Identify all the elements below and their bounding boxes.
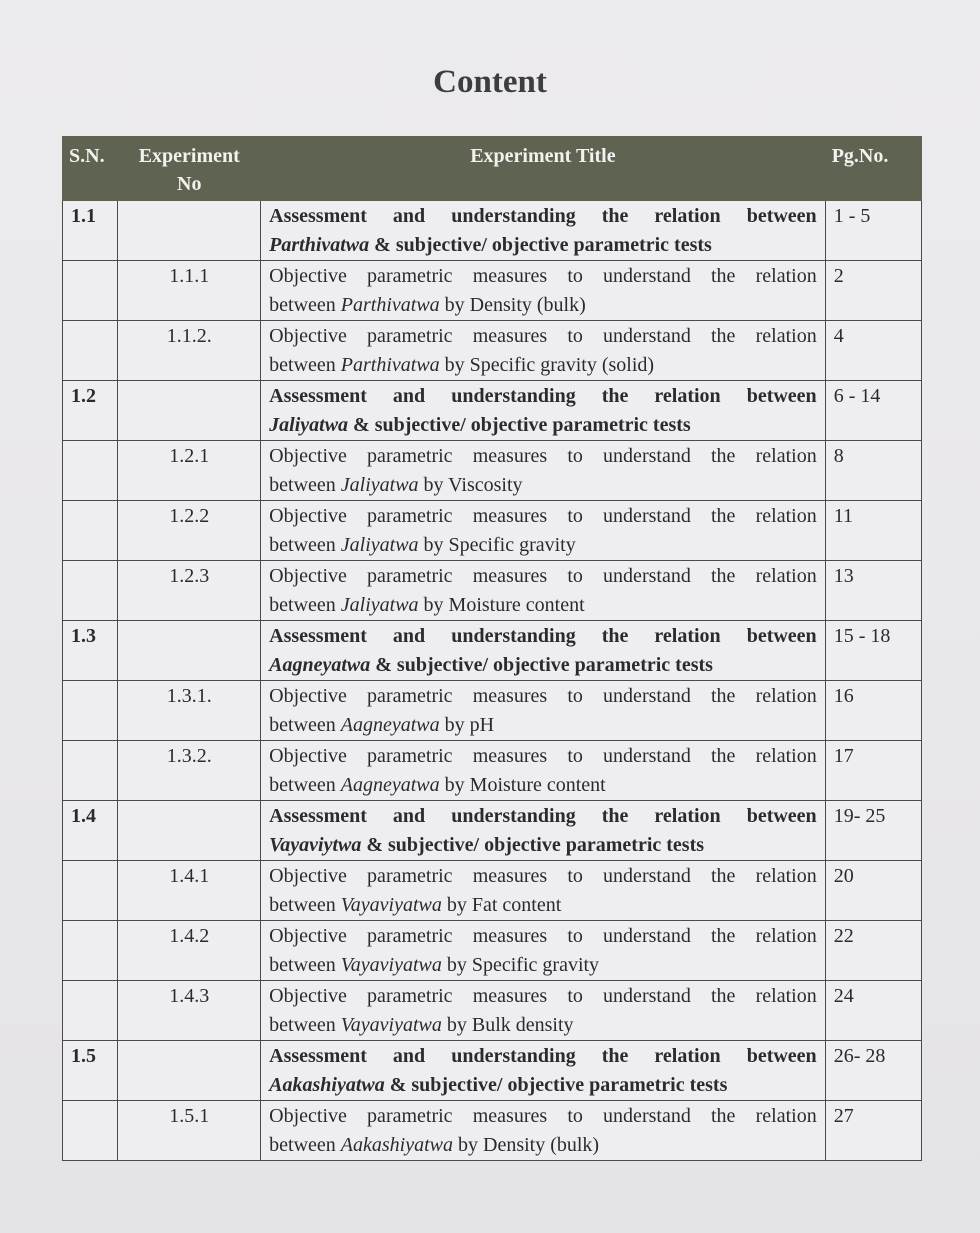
title-line-2 — [269, 951, 817, 980]
title-line-1: Assessment and understanding the relation between — [269, 385, 817, 407]
cell-experiment-title — [261, 201, 826, 261]
title-line-2 — [269, 1131, 817, 1160]
tattva-term: Vayaviytwa — [269, 834, 362, 856]
cell-experiment-title — [261, 921, 826, 981]
cell-experiment-no: 1.1.1 — [118, 261, 261, 321]
title-line-1: Assessment and understanding the relation between — [269, 625, 817, 647]
tattva-term: Vayaviyatwa — [340, 954, 442, 976]
cell-experiment-no: 1.5.1 — [118, 1101, 261, 1161]
title-line-1: Objective parametric measures to understand the relation — [269, 985, 817, 1007]
title-line-1: Objective parametric measures to understand the relation — [269, 445, 817, 467]
cell-sn — [63, 321, 118, 381]
tattva-term: Jaliyatwa — [269, 414, 349, 436]
title-line-1: Objective parametric measures to understand the relation — [269, 265, 817, 287]
title-line-2 — [269, 1011, 817, 1040]
table-row — [63, 201, 922, 261]
table-body — [63, 201, 922, 1161]
cell-experiment-no: 1.2.3 — [118, 561, 261, 621]
tattva-term: Jaliyatwa — [340, 534, 419, 556]
title-rest: by Moisture content — [439, 774, 606, 796]
cell-page-no: 27 — [825, 1101, 921, 1161]
cell-sn — [63, 921, 118, 981]
title-rest: by pH — [439, 714, 495, 736]
cell-experiment-title — [261, 561, 826, 621]
cell-experiment-no: 1.1.2. — [118, 321, 261, 381]
title-lead: between — [269, 354, 341, 376]
cell-experiment-title — [261, 681, 826, 741]
cell-experiment-title — [261, 801, 826, 861]
table-header-row — [63, 137, 922, 201]
cell-experiment-no: 1.3.1. — [118, 681, 261, 741]
cell-page-no: 11 — [825, 501, 921, 561]
cell-experiment-no: 1.4.2 — [118, 921, 261, 981]
cell-experiment-title — [261, 981, 826, 1041]
cell-experiment-title — [261, 321, 826, 381]
cell-page-no: 17 — [825, 741, 921, 801]
cell-experiment-no — [118, 621, 261, 681]
tattva-term: Aagneyatwa — [340, 774, 440, 796]
cell-experiment-title — [261, 861, 826, 921]
cell-experiment-no — [118, 381, 261, 441]
table-row — [63, 321, 922, 381]
cell-experiment-title — [261, 1101, 826, 1161]
title-rest: by Specific gravity — [418, 534, 576, 556]
cell-page-no: 2 — [825, 261, 921, 321]
title-line-2 — [269, 711, 817, 740]
cell-page-no: 8 — [825, 441, 921, 501]
title-line-2 — [269, 1071, 817, 1100]
header-experiment-no: Experiment No — [118, 137, 261, 201]
title-line-2 — [269, 411, 817, 440]
title-line-1: Objective parametric measures to understand the relation — [269, 565, 817, 587]
tattva-term: Aagneyatwa — [340, 714, 440, 736]
table-row — [63, 561, 922, 621]
title-line-1: Objective parametric measures to understand the relation — [269, 745, 817, 767]
title-line-2 — [269, 291, 817, 320]
header-sn: S.N. — [63, 137, 118, 201]
cell-experiment-no: 1.4.1 — [118, 861, 261, 921]
cell-experiment-title — [261, 1041, 826, 1101]
title-lead: between — [269, 474, 341, 496]
cell-page-no: 24 — [825, 981, 921, 1041]
title-line-1: Objective parametric measures to understand the relation — [269, 925, 817, 947]
title-rest: by Specific gravity — [441, 954, 600, 976]
tattva-term: Aagneyatwa — [269, 654, 371, 676]
tattva-term: Vayaviyatwa — [340, 894, 442, 916]
cell-experiment-title — [261, 441, 826, 501]
tattva-term: Vayaviyatwa — [340, 1014, 442, 1036]
title-line-1: Assessment and understanding the relation between — [269, 805, 817, 827]
table-row — [63, 981, 922, 1041]
title-line-1: Objective parametric measures to understand the relation — [269, 505, 817, 527]
title-line-2 — [269, 471, 817, 500]
cell-experiment-title — [261, 261, 826, 321]
title-rest: & subjective/ objective parametric tests — [370, 654, 713, 676]
title-lead: between — [269, 954, 341, 976]
cell-experiment-title — [261, 621, 826, 681]
title-rest: by Viscosity — [418, 474, 523, 496]
tattva-term: Jaliyatwa — [340, 594, 419, 616]
page-title: Content — [433, 64, 547, 100]
title-lead: between — [269, 894, 341, 916]
cell-experiment-title — [261, 501, 826, 561]
title-rest: & subjective/ objective parametric tests — [369, 234, 712, 256]
title-lead: between — [269, 1014, 341, 1036]
title-lead: between — [269, 774, 341, 796]
cell-page-no: 1 - 5 — [825, 201, 921, 261]
title-line-2 — [269, 771, 817, 800]
title-lead: between — [269, 594, 341, 616]
tattva-term: Aakashiyatwa — [269, 1074, 385, 1096]
table-row — [63, 501, 922, 561]
cell-page-no: 16 — [825, 681, 921, 741]
cell-page-no: 13 — [825, 561, 921, 621]
cell-sn — [63, 561, 118, 621]
title-line-2 — [269, 591, 817, 620]
cell-experiment-title — [261, 381, 826, 441]
title-line-1: Objective parametric measures to understand the relation — [269, 325, 817, 347]
cell-sn — [63, 981, 118, 1041]
table-row — [63, 1101, 922, 1161]
title-rest: by Density (bulk) — [439, 294, 586, 316]
tattva-term: Parthivatwa — [340, 354, 440, 376]
cell-experiment-no: 1.2.1 — [118, 441, 261, 501]
title-lead: between — [269, 294, 341, 316]
cell-sn — [63, 1101, 118, 1161]
header-experiment-title: Experiment Title — [261, 137, 826, 201]
title-line-1: Objective parametric measures to understand the relation — [269, 1105, 817, 1127]
title-line-2 — [269, 351, 817, 380]
title-rest: & subjective/ objective parametric tests — [384, 1074, 728, 1096]
title-lead: between — [269, 534, 341, 556]
title-line-1: Objective parametric measures to understand the relation — [269, 865, 817, 887]
title-lead: between — [269, 1134, 341, 1156]
cell-page-no: 4 — [825, 321, 921, 381]
cell-page-no: 22 — [825, 921, 921, 981]
title-line-1: Objective parametric measures to understand the relation — [269, 685, 817, 707]
cell-sn — [63, 861, 118, 921]
cell-page-no: 19- 25 — [825, 801, 921, 861]
title-lead: between — [269, 714, 341, 736]
cell-experiment-no: 1.2.2 — [118, 501, 261, 561]
cell-sn: 1.4 — [63, 801, 118, 861]
header-page-no: Pg.No. — [825, 137, 921, 201]
title-line-2 — [269, 531, 817, 560]
table-row — [63, 261, 922, 321]
title-rest: & subjective/ objective parametric tests — [361, 834, 705, 856]
cell-sn — [63, 681, 118, 741]
cell-page-no: 15 - 18 — [825, 621, 921, 681]
tattva-term: Jaliyatwa — [340, 474, 419, 496]
cell-experiment-no — [118, 1041, 261, 1101]
title-line-1: Assessment and understanding the relation between — [269, 1045, 817, 1067]
cell-page-no: 20 — [825, 861, 921, 921]
cell-sn — [63, 441, 118, 501]
tattva-term: Parthivatwa — [269, 234, 370, 256]
title-rest: by Bulk density — [441, 1014, 574, 1036]
cell-sn — [63, 501, 118, 561]
cell-experiment-no — [118, 801, 261, 861]
table-row — [63, 861, 922, 921]
title-line-1: Assessment and understanding the relation between — [269, 205, 817, 227]
table-row — [63, 741, 922, 801]
cell-page-no: 6 - 14 — [825, 381, 921, 441]
cell-experiment-no: 1.3.2. — [118, 741, 261, 801]
table-row — [63, 621, 922, 681]
title-line-2 — [269, 231, 817, 260]
cell-sn: 1.3 — [63, 621, 118, 681]
cell-experiment-no: 1.4.3 — [118, 981, 261, 1041]
tattva-term: Aakashiyatwa — [340, 1134, 453, 1156]
cell-sn — [63, 261, 118, 321]
title-rest: & subjective/ objective parametric tests — [348, 414, 691, 436]
table-row — [63, 681, 922, 741]
tattva-term: Parthivatwa — [340, 294, 440, 316]
title-line-2 — [269, 891, 817, 920]
cell-sn — [63, 741, 118, 801]
title-line-2 — [269, 651, 817, 680]
cell-sn: 1.5 — [63, 1041, 118, 1101]
title-rest: by Density (bulk) — [453, 1134, 600, 1156]
cell-experiment-no — [118, 201, 261, 261]
cell-sn: 1.1 — [63, 201, 118, 261]
title-rest: by Fat content — [441, 894, 562, 916]
table-row — [63, 801, 922, 861]
title-line-2 — [269, 831, 817, 860]
table-row — [63, 441, 922, 501]
cell-page-no: 26- 28 — [825, 1041, 921, 1101]
contents-table — [62, 136, 922, 1161]
cell-sn: 1.2 — [63, 381, 118, 441]
table-row — [63, 1041, 922, 1101]
table-row — [63, 381, 922, 441]
cell-experiment-title — [261, 741, 826, 801]
title-rest: by Specific gravity (solid) — [439, 354, 655, 376]
title-rest: by Moisture content — [418, 594, 585, 616]
table-row — [63, 921, 922, 981]
